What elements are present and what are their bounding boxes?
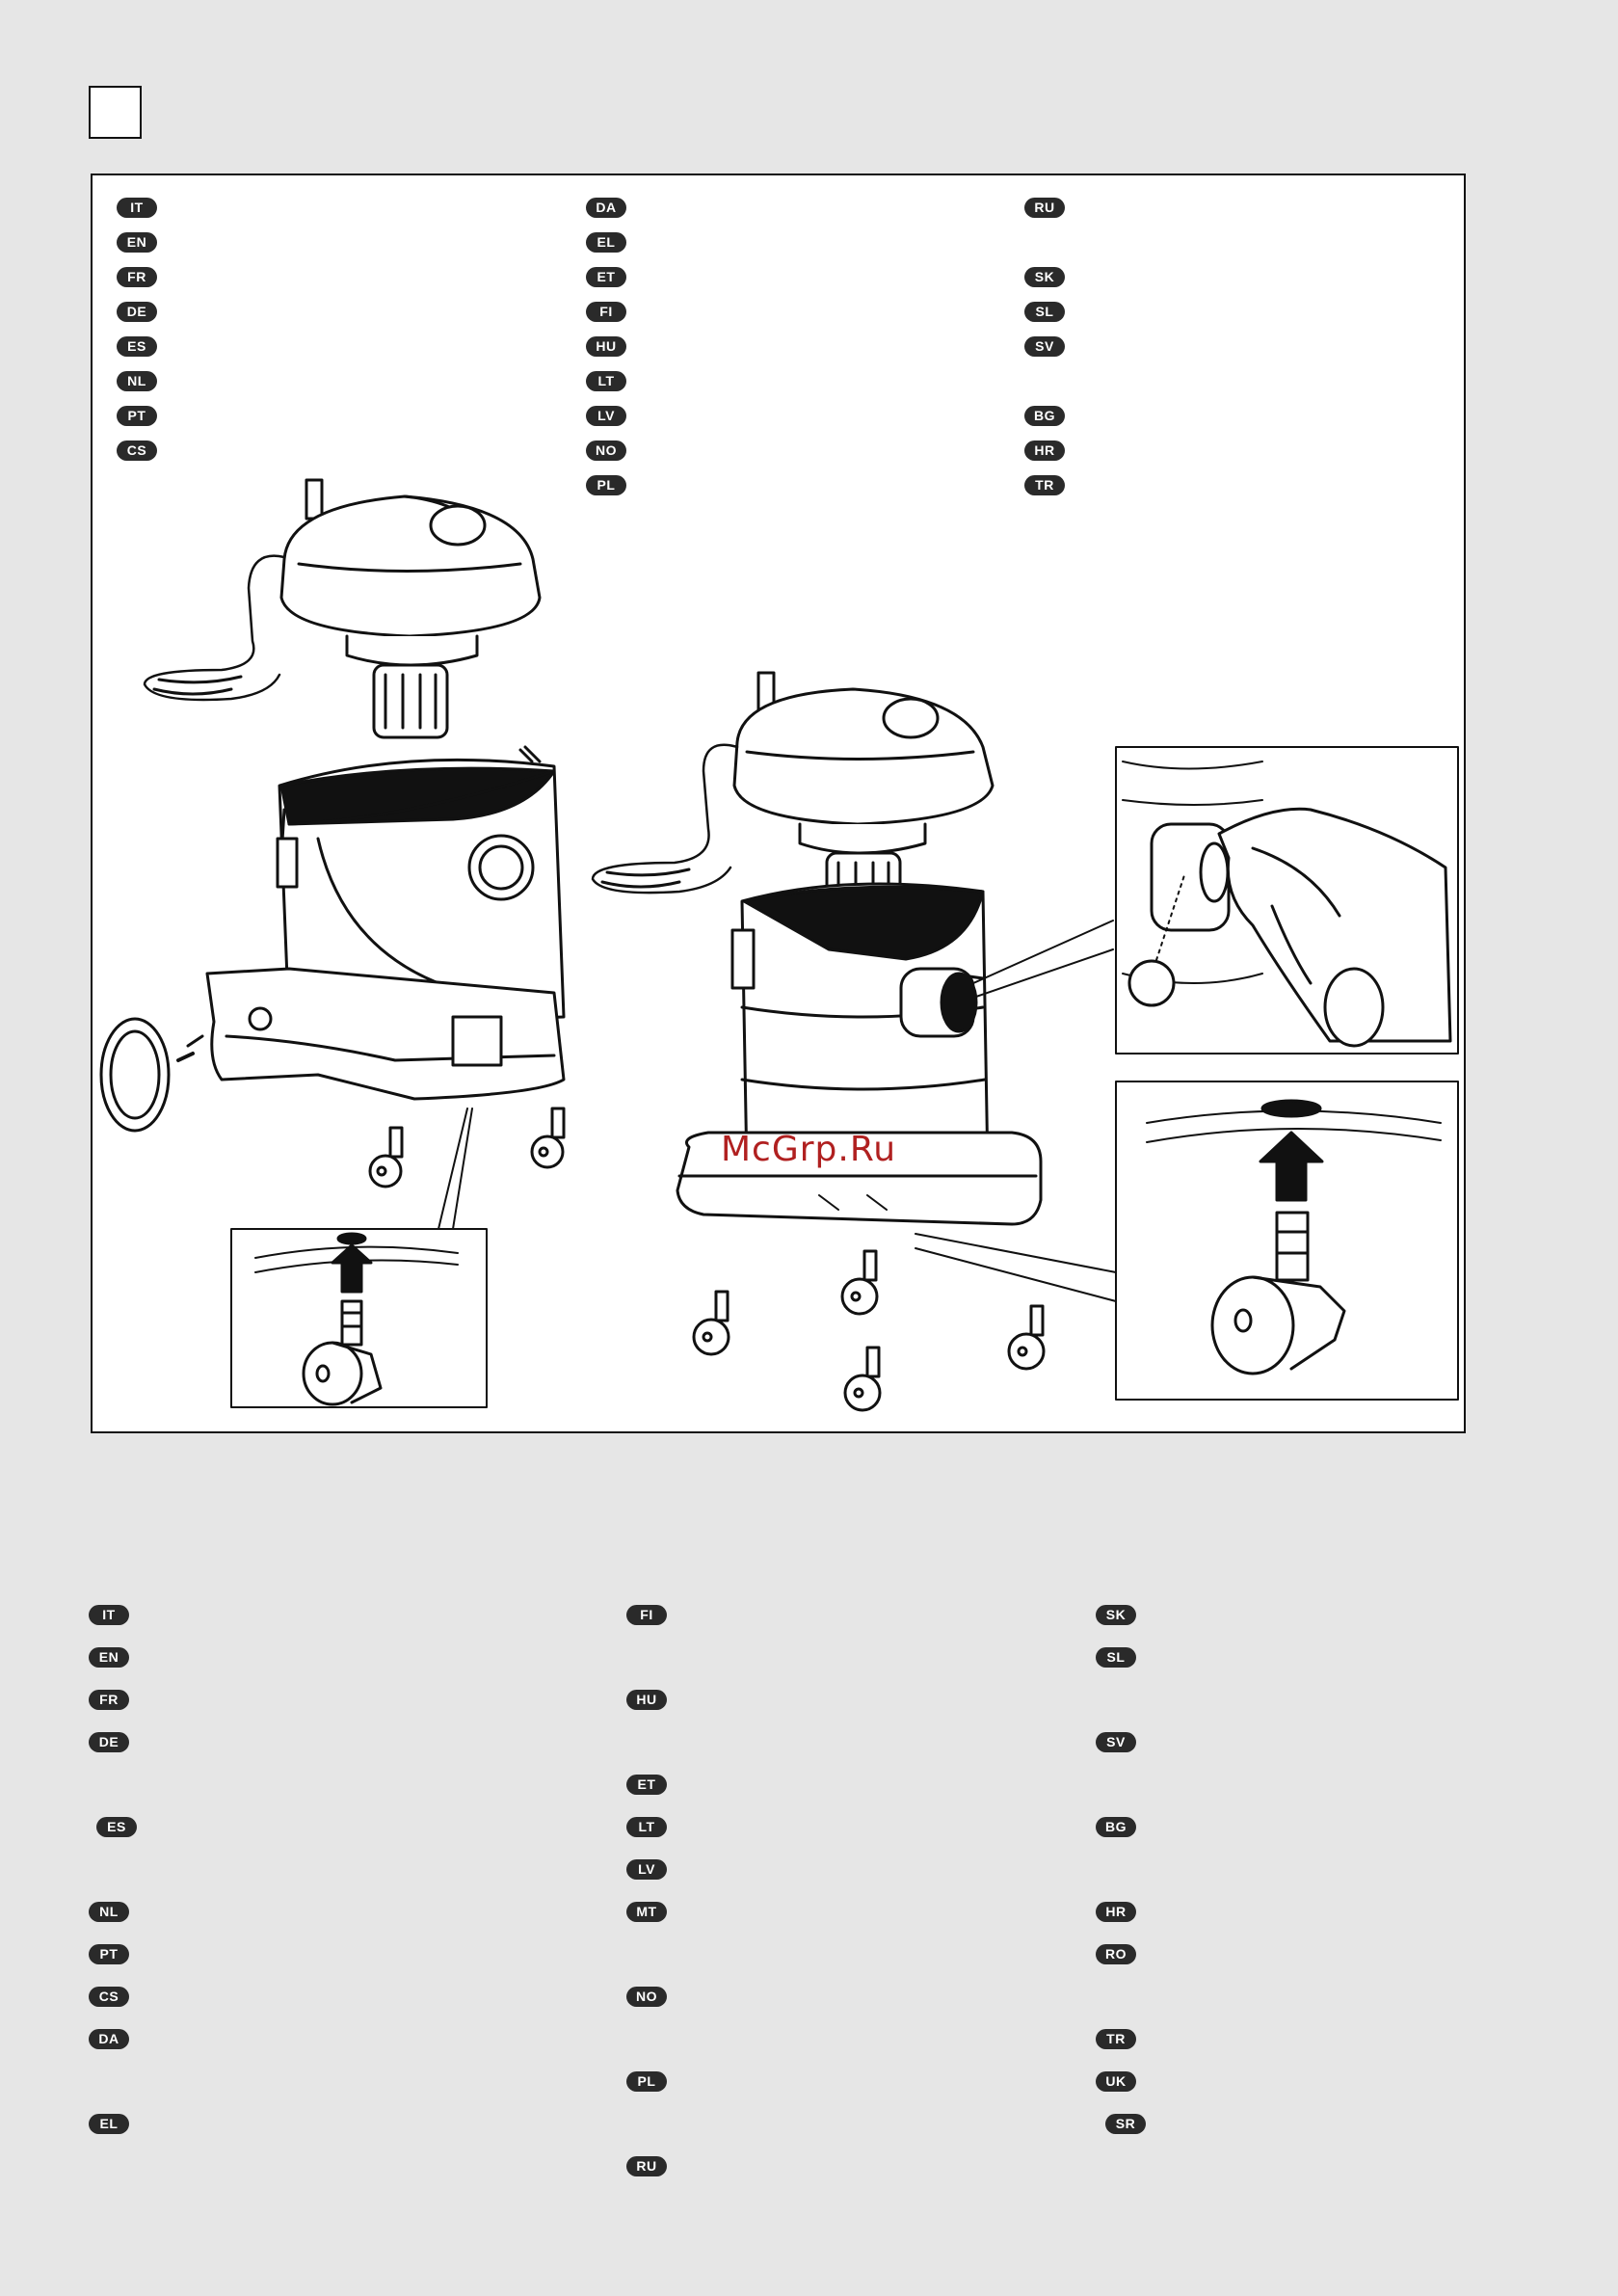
lang-badge-it: IT	[117, 198, 157, 218]
lang-badge-sr: SR	[1105, 2114, 1146, 2134]
lang-badge-et: ET	[626, 1775, 667, 1795]
lang-badge-ru: RU	[626, 2156, 667, 2176]
lang-badge-es: ES	[96, 1817, 137, 1837]
lang-badge-nl: NL	[89, 1902, 129, 1922]
lang-badge-no: NO	[626, 1987, 667, 2007]
hose-connect-detail	[973, 747, 1458, 1054]
watermark-text: McGrp.Ru	[721, 1130, 897, 1169]
lang-badge-fi: FI	[626, 1605, 667, 1625]
lang-badge-fr: FR	[117, 267, 157, 287]
lang-badge-cs: CS	[117, 441, 157, 461]
left-wheel	[101, 1019, 202, 1131]
lang-badge-hr: HR	[1024, 441, 1065, 461]
lang-badge-fr: FR	[89, 1690, 129, 1710]
left-vacuum-base	[207, 969, 564, 1099]
lang-badge-mt: MT	[626, 1902, 667, 1922]
lang-badge-sv: SV	[1024, 336, 1065, 357]
lang-badge-en: EN	[89, 1647, 129, 1668]
lang-badge-es: ES	[117, 336, 157, 357]
lang-badge-hr: HR	[1096, 1902, 1136, 1922]
lang-badge-de: DE	[117, 302, 157, 322]
lang-badge-uk: UK	[1096, 2071, 1136, 2092]
lang-badge-el: EL	[586, 232, 626, 253]
lang-badge-de: DE	[89, 1732, 129, 1752]
lang-badge-hu: HU	[626, 1690, 667, 1710]
lang-badge-tr: TR	[1024, 475, 1065, 495]
lang-badge-sk: SK	[1024, 267, 1065, 287]
lang-badge-el: EL	[89, 2114, 129, 2134]
lang-badge-fi: FI	[586, 302, 626, 322]
lang-badge-bg: BG	[1024, 406, 1065, 426]
left-caster-detail	[231, 1108, 487, 1407]
lang-badge-ro: RO	[1096, 1944, 1136, 1964]
lang-badge-et: ET	[586, 267, 626, 287]
lang-badge-pt: PT	[117, 406, 157, 426]
lang-badge-sk: SK	[1096, 1605, 1136, 1625]
lang-badge-lv: LV	[626, 1859, 667, 1880]
lang-badge-pl: PL	[586, 475, 626, 495]
lang-badge-da: DA	[89, 2029, 129, 2049]
lang-badge-da: DA	[586, 198, 626, 218]
lang-badge-ru: RU	[1024, 198, 1065, 218]
lang-badge-en: EN	[117, 232, 157, 253]
lang-badge-hu: HU	[586, 336, 626, 357]
lang-badge-pl: PL	[626, 2071, 667, 2092]
lang-badge-pt: PT	[89, 1944, 129, 1964]
lang-badge-cs: CS	[89, 1987, 129, 2007]
lang-badge-lv: LV	[586, 406, 626, 426]
lang-badge-no: NO	[586, 441, 626, 461]
lang-badge-tr: TR	[1096, 2029, 1136, 2049]
lang-badge-bg: BG	[1096, 1817, 1136, 1837]
left-vacuum-head	[145, 480, 540, 737]
lang-badge-sl: SL	[1096, 1647, 1136, 1668]
lang-badge-sl: SL	[1024, 302, 1065, 322]
lang-badge-sv: SV	[1096, 1732, 1136, 1752]
lang-badge-lt: LT	[586, 371, 626, 391]
right-casters	[694, 1251, 1044, 1410]
lang-badge-lt: LT	[626, 1817, 667, 1837]
right-caster-detail	[915, 1081, 1458, 1400]
lang-badge-it: IT	[89, 1605, 129, 1625]
lang-badge-nl: NL	[117, 371, 157, 391]
